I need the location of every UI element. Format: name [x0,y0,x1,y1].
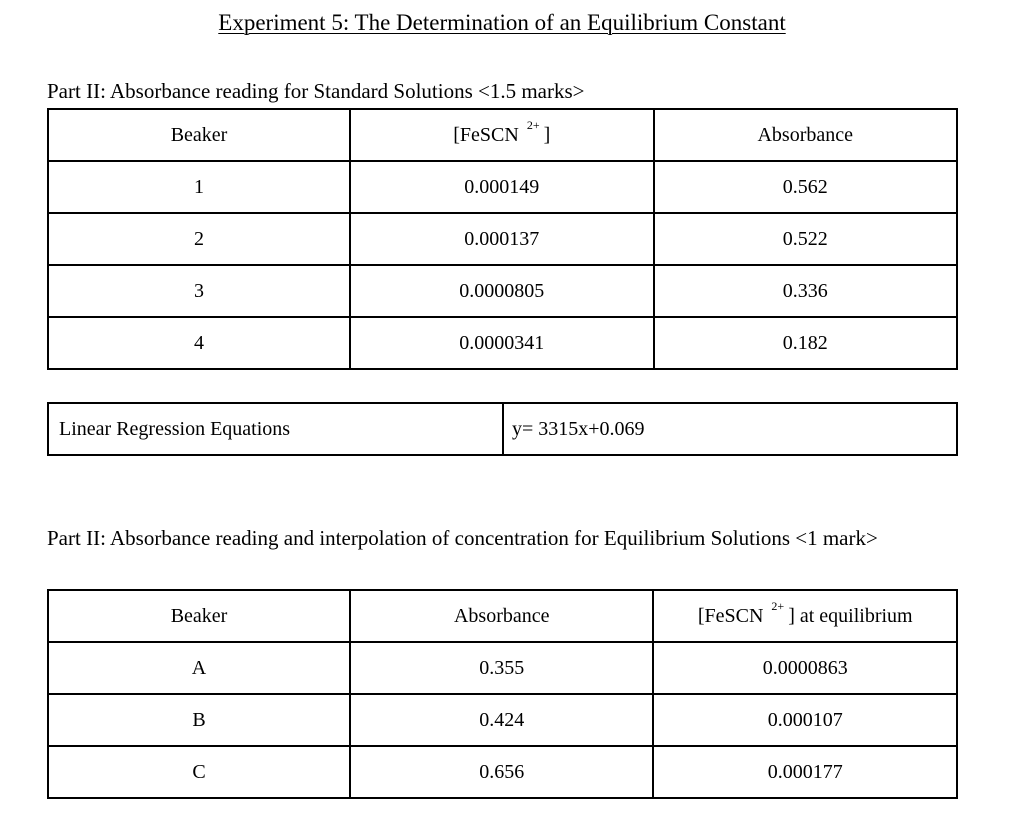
table-row [48,403,957,455]
absorbance-cell: 0.355 [350,642,653,694]
absorbance-cell: 0.336 [654,265,958,317]
absorbance-cell: 0.182 [654,317,958,369]
absorbance-cell: 0.424 [350,694,653,746]
header-beaker: Beaker [48,590,350,642]
regression-label: Linear Regression Equations [48,403,503,455]
absorbance-cell: 0.656 [350,746,653,798]
absorbance-cell: 0.522 [654,213,958,265]
beaker-cell: 4 [48,317,350,369]
charge-superscript: 2+ [771,598,785,613]
header-absorbance: Absorbance [654,109,958,161]
header-absorbance: Absorbance [350,590,653,642]
conc-bracket: ] [543,123,551,146]
concentration-cell: 0.0000341 [350,317,653,369]
concentration-cell: 0.000107 [653,694,957,746]
table-row [48,161,957,213]
concentration-cell: 0.0000863 [653,642,957,694]
conc-bracket: ] at equilibrium [788,604,913,627]
beaker-cell: A [48,642,350,694]
concentration-cell: 0.000137 [350,213,653,265]
concentration-cell: 0.000177 [653,746,957,798]
charge-superscript: 2+ [526,117,540,132]
table-row [48,642,957,694]
table-header-row [48,109,957,161]
absorbance-cell: 0.562 [654,161,958,213]
header-equilibrium-concentration [653,590,957,642]
conc-label: [FeSCN [453,123,519,146]
beaker-cell: 2 [48,213,350,265]
beaker-cell: C [48,746,350,798]
regression-table [47,402,958,456]
beaker-cell: 3 [48,265,350,317]
table-row [48,746,957,798]
document-title: Experiment 5: The Determination of an Equilibrium Constant [218,10,786,35]
equilibrium-solutions-table [47,589,958,799]
part1-heading: Part II: Absorbance reading for Standard Solutions <1.5 marks> [47,79,585,103]
header-beaker: Beaker [48,109,350,161]
table-row [48,694,957,746]
table-row [48,213,957,265]
header-concentration [350,109,653,161]
conc-label: [FeSCN [697,604,764,627]
table-row [48,265,957,317]
beaker-cell: 1 [48,161,350,213]
concentration-cell: 0.000149 [350,161,653,213]
table-header-row [48,590,957,642]
part2-heading: Part II: Absorbance reading and interpolation of concentration for Equilibrium Solutions <1 mark> [47,526,878,550]
table-row [48,317,957,369]
regression-equation: y= 3315x+0.069 [503,403,957,455]
standard-solutions-table [47,108,958,370]
concentration-cell: 0.0000805 [350,265,653,317]
beaker-cell: B [48,694,350,746]
